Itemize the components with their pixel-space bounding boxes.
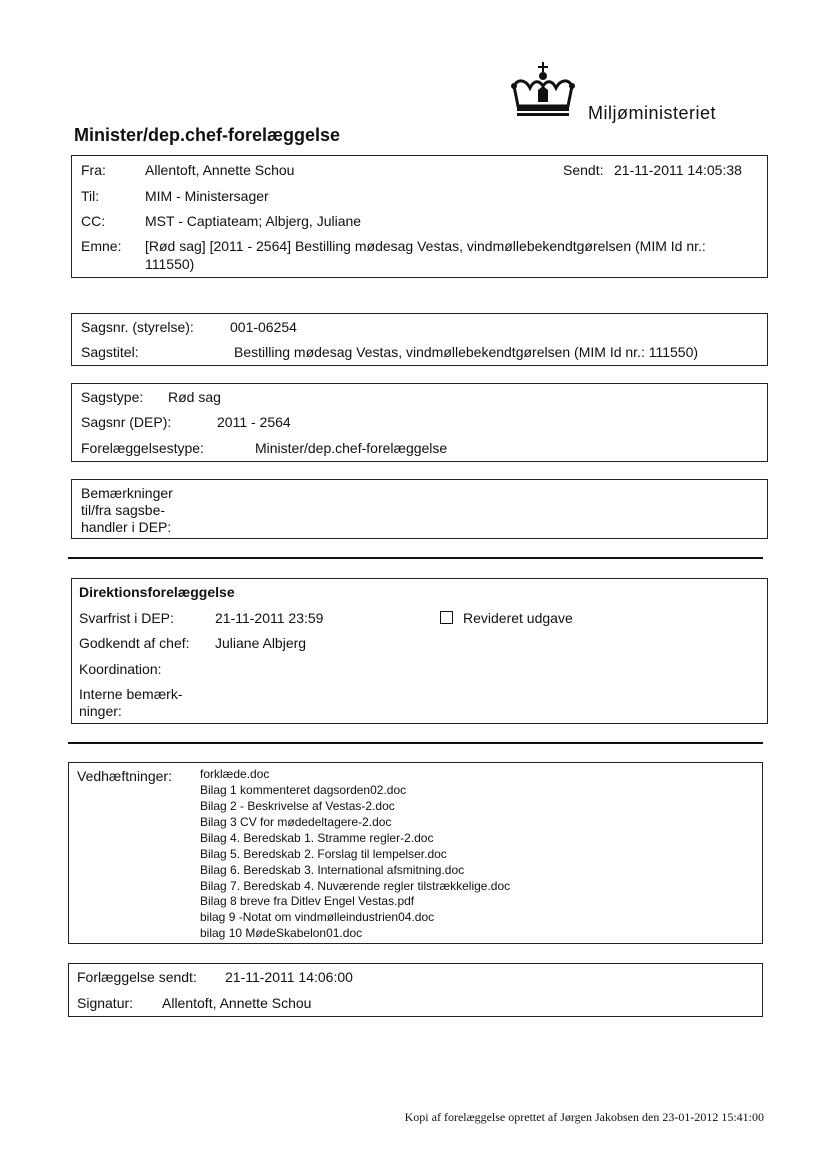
cc-value: MST - Captiateam; Albjerg, Juliane [145,213,362,229]
remarks-label-line-2: til/fra sagsbe- [81,502,166,518]
approved-label: Godkendt af chef: [79,635,190,651]
dep-number-label: Sagsnr (DEP): [81,414,172,430]
case-box [71,313,768,366]
to-value: MIM - Ministersager [145,188,269,204]
case-type-label: Sagstype: [81,389,144,405]
from-label: Fra: [81,162,106,178]
ministry-logo [508,60,580,126]
case-number-value: 001-06254 [230,319,297,335]
attachment-item[interactable]: Bilag 3 CV for mødedeltagere-2.doc [200,815,392,829]
case-number-label: Sagsnr. (styrelse): [81,319,194,335]
internal-remarks-label-line-1: Interne bemærk- [79,686,183,702]
attachment-item[interactable]: Bilag 7. Beredskab 4. Nuværende regler tilstrækkelige.doc [200,879,511,893]
remarks-box [71,479,768,539]
attachment-item[interactable]: Bilag 2 - Beskrivelse af Vestas-2.doc [200,799,395,813]
submission-type-value: Minister/dep.chef-forelæggelse [255,440,448,456]
attachments-label: Vedhæftninger: [77,768,172,784]
deadline-value: 21-11-2011 23:59 [215,610,324,626]
dep-number-value: 2011 - 2564 [217,414,291,430]
remarks-label-line-1: Bemærkninger [81,485,173,501]
internal-remarks-label-line-2: ninger: [79,703,122,719]
attachment-item[interactable]: forklæde.doc [200,767,270,781]
from-value: Allentoft, Annette Schou [145,162,295,178]
subject-label: Emne: [81,238,122,254]
case-type-value: Rød sag [168,389,221,405]
revised-checkbox[interactable] [440,611,453,624]
approved-value: Juliane Albjerg [215,635,307,651]
attachment-item[interactable]: bilag 10 MødeSkabelon01.doc [200,926,363,940]
subject-line-2: 111550) [145,256,195,272]
page-title: Minister/dep.chef-forelæggelse [74,125,341,145]
remarks-label-line-3: handler i DEP: [81,519,172,535]
divider-rule [68,557,763,559]
attachments-box [68,762,763,944]
attachment-item[interactable]: Bilag 4. Beredskab 1. Stramme regler-2.doc [200,831,434,845]
ministry-name: Miljøministeriet [588,103,717,123]
sent-label: Sendt: [563,162,604,178]
crown-icon [508,60,580,126]
attachment-item[interactable]: bilag 9 -Notat om vindmølleindustrien04.doc [200,910,435,924]
signature-label: Signatur: [77,995,134,1011]
subject-line-1: [Rød sag] [2011 - 2564] Bestilling mødesag Vestas, vindmøllebekendtgørelsen (MIM Id nr.: [145,238,706,254]
message-header-box [71,155,768,278]
to-label: Til: [81,188,100,204]
submission-type-label: Forelæggelsestype: [81,440,204,456]
cc-label: CC: [81,213,106,229]
attachment-item[interactable]: Bilag 8 breve fra Ditlev Engel Vestas.pdf [200,894,415,908]
coordination-label: Koordination: [79,661,162,677]
attachment-item[interactable]: Bilag 5. Beredskab 2. Forslag til lempelser.doc [200,847,447,861]
signature-value: Allentoft, Annette Schou [162,995,312,1011]
sent-value: 21-11-2011 14:06:00 [225,969,353,985]
attachment-item[interactable]: Bilag 6. Beredskab 3. International afsmitning.doc [200,863,465,877]
revised-label: Revideret udgave [463,610,573,626]
divider-rule [68,742,763,744]
case-title-value: Bestilling mødesag Vestas, vindmøllebekendtgørelsen (MIM Id nr.: 111550) [234,344,699,360]
sent-label: Forlæggelse sendt: [77,969,197,985]
deadline-label: Svarfrist i DEP: [79,610,174,626]
case-title-label: Sagstitel: [81,344,139,360]
signature-box [68,963,763,1017]
direction-heading: Direktionsforelæggelse [79,584,235,600]
direction-box [71,578,768,724]
copy-note: Kopi af forelæggelse oprettet af Jørgen Jakobsen den 23-01-2012 15:41:00 [404,1110,764,1124]
case-type-box [71,383,768,462]
attachment-item[interactable]: Bilag 1 kommenteret dagsorden02.doc [200,783,407,797]
sent-value: 21-11-2011 14:05:38 [614,162,742,178]
